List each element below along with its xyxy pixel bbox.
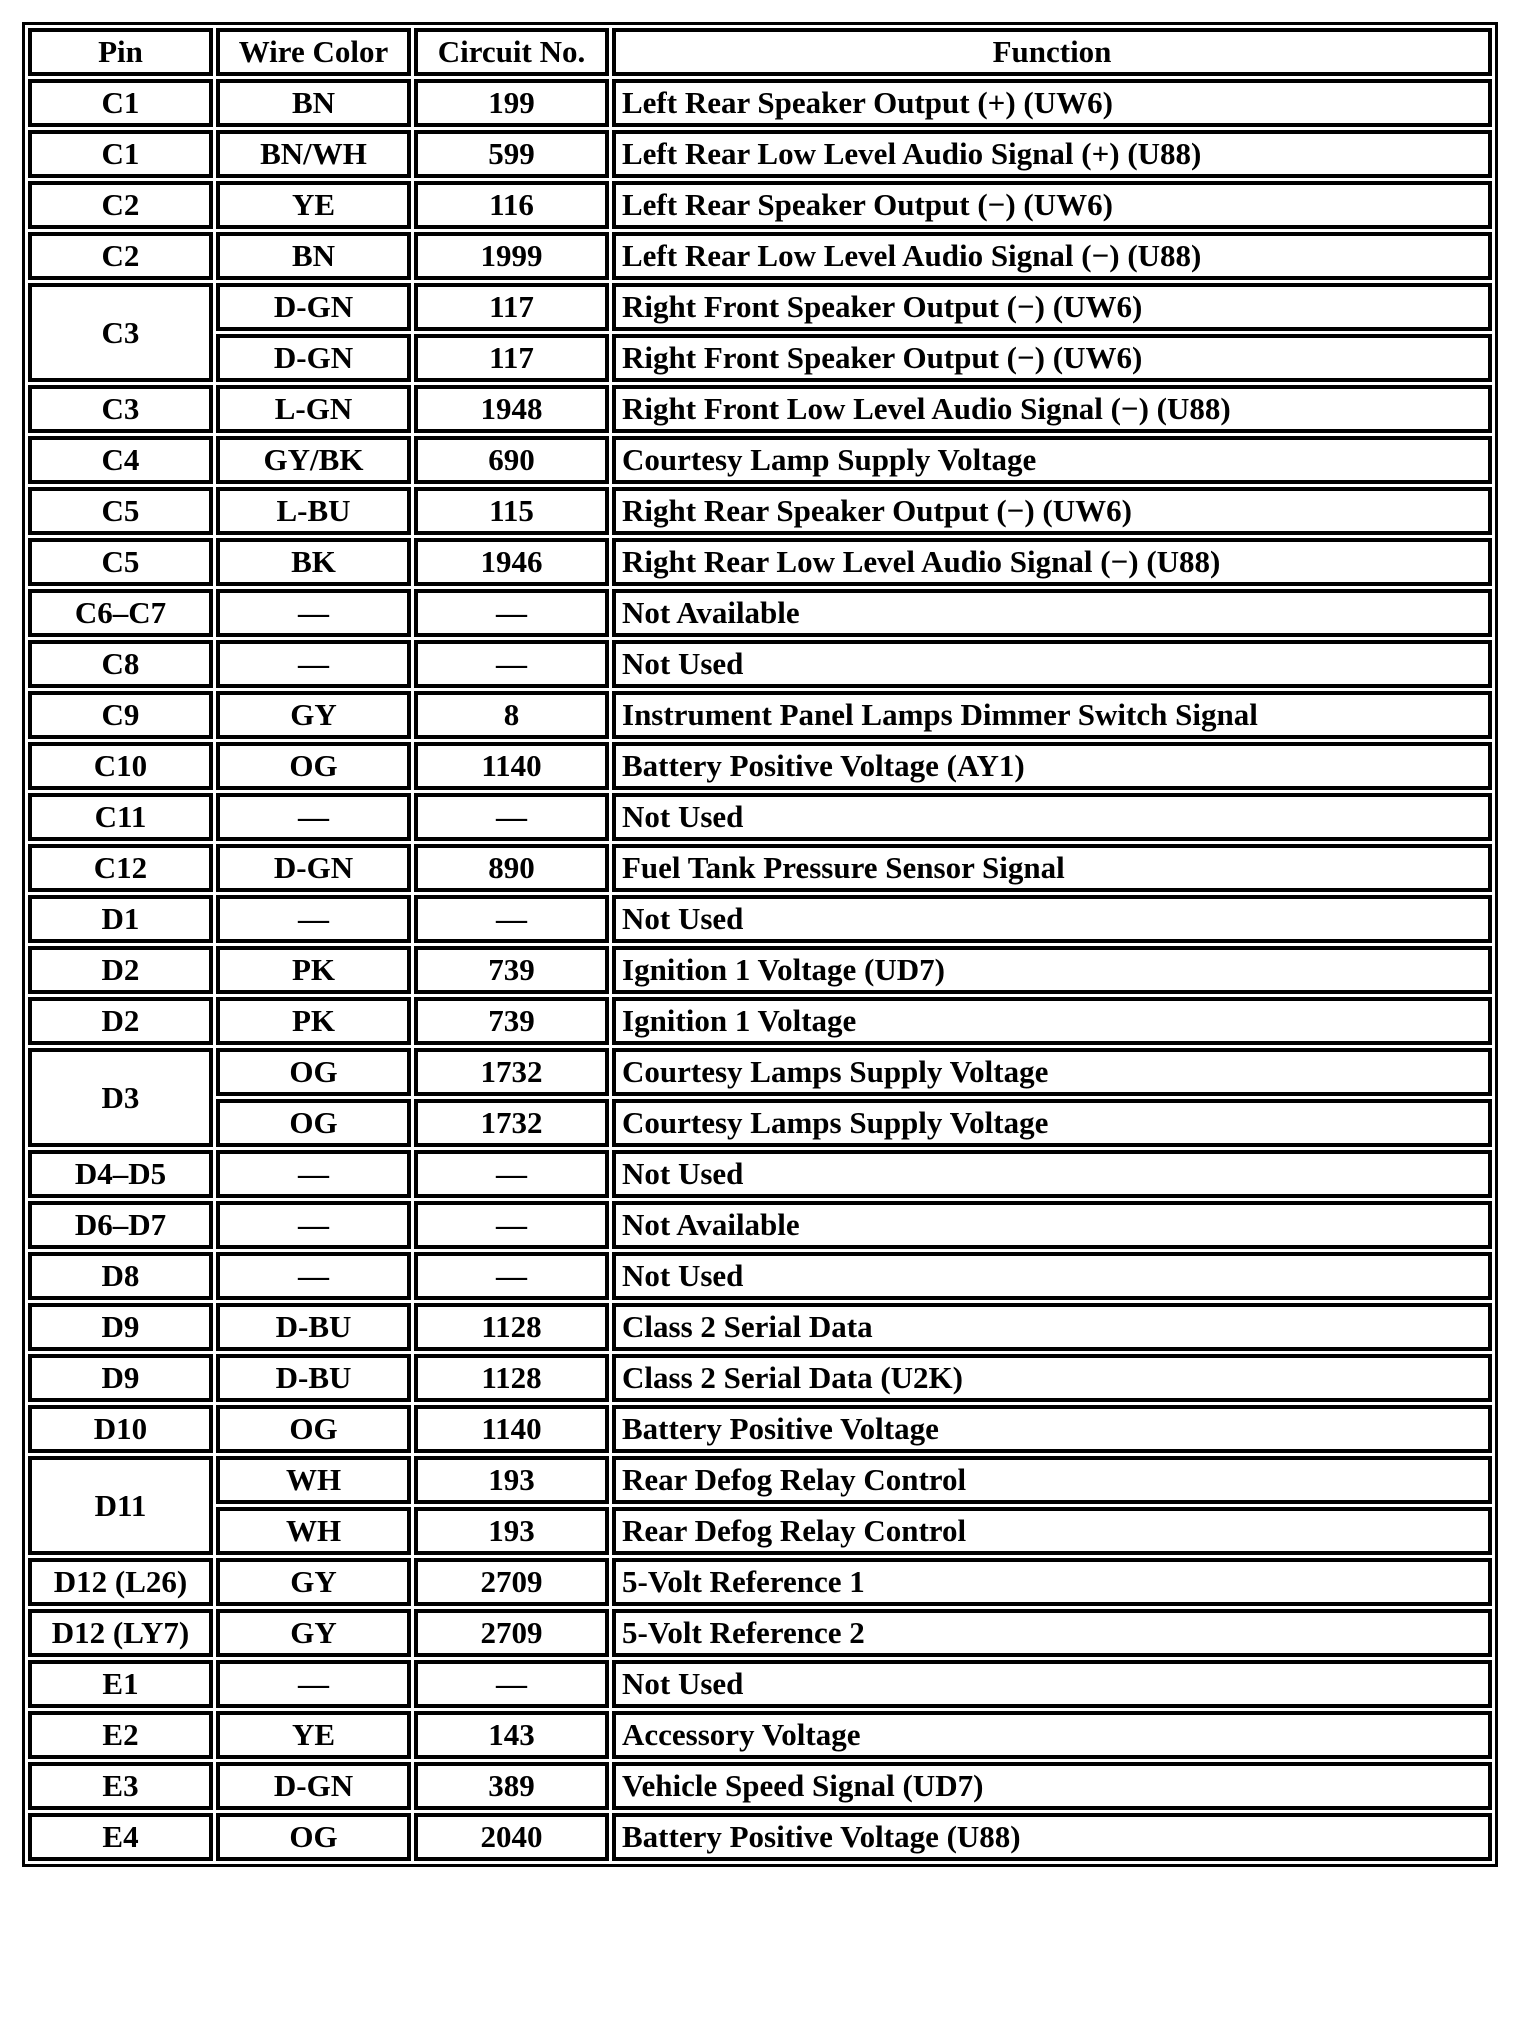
pin-cell: E2 bbox=[28, 1711, 213, 1759]
header-circuit: Circuit No. bbox=[414, 28, 609, 76]
wire-color-cell: GY bbox=[216, 691, 411, 739]
circuit-cell: 143 bbox=[414, 1711, 609, 1759]
circuit-cell: 1948 bbox=[414, 385, 609, 433]
function-cell: Left Rear Speaker Output (−) (UW6) bbox=[612, 181, 1492, 229]
table-row bbox=[28, 1354, 1492, 1402]
table-row bbox=[28, 895, 1492, 943]
pin-cell: D6–D7 bbox=[28, 1201, 213, 1249]
pin-cell: E4 bbox=[28, 1813, 213, 1861]
function-cell: Vehicle Speed Signal (UD7) bbox=[612, 1762, 1492, 1810]
circuit-cell: 117 bbox=[414, 283, 609, 331]
function-cell: Rear Defog Relay Control bbox=[612, 1507, 1492, 1555]
table-row bbox=[28, 1405, 1492, 1453]
pin-cell: C2 bbox=[28, 232, 213, 280]
wire-color-cell: PK bbox=[216, 997, 411, 1045]
function-cell: Right Rear Low Level Audio Signal (−) (U88) bbox=[612, 538, 1492, 586]
circuit-cell: 739 bbox=[414, 946, 609, 994]
function-cell: Right Front Speaker Output (−) (UW6) bbox=[612, 334, 1492, 382]
pin-cell: C1 bbox=[28, 130, 213, 178]
circuit-cell: — bbox=[414, 895, 609, 943]
circuit-cell: 2040 bbox=[414, 1813, 609, 1861]
pin-cell: C4 bbox=[28, 436, 213, 484]
header-function: Function bbox=[612, 28, 1492, 76]
function-cell: Right Front Speaker Output (−) (UW6) bbox=[612, 283, 1492, 331]
table-row bbox=[28, 691, 1492, 739]
circuit-cell: — bbox=[414, 640, 609, 688]
wire-color-cell: PK bbox=[216, 946, 411, 994]
circuit-cell: 199 bbox=[414, 79, 609, 127]
pin-cell: D4–D5 bbox=[28, 1150, 213, 1198]
function-cell: Ignition 1 Voltage (UD7) bbox=[612, 946, 1492, 994]
function-cell: Not Used bbox=[612, 640, 1492, 688]
table-row bbox=[28, 589, 1492, 637]
wire-color-cell: — bbox=[216, 1660, 411, 1708]
wire-color-cell: OG bbox=[216, 1813, 411, 1861]
table-row bbox=[28, 436, 1492, 484]
circuit-cell: 389 bbox=[414, 1762, 609, 1810]
pin-cell: C6–C7 bbox=[28, 589, 213, 637]
pin-cell: D12 (LY7) bbox=[28, 1609, 213, 1657]
pin-cell: D12 (L26) bbox=[28, 1558, 213, 1606]
table-row bbox=[28, 1762, 1492, 1810]
pin-cell: C9 bbox=[28, 691, 213, 739]
table-row bbox=[28, 844, 1492, 892]
table-row bbox=[28, 1456, 1492, 1504]
wire-color-cell: WH bbox=[216, 1456, 411, 1504]
wire-color-cell: L-GN bbox=[216, 385, 411, 433]
circuit-cell: 115 bbox=[414, 487, 609, 535]
table-row bbox=[28, 946, 1492, 994]
wire-color-cell: BN bbox=[216, 79, 411, 127]
circuit-cell: 1128 bbox=[414, 1303, 609, 1351]
table-row bbox=[28, 1711, 1492, 1759]
wire-color-cell: BK bbox=[216, 538, 411, 586]
table-row bbox=[28, 1099, 1492, 1147]
function-cell: Not Available bbox=[612, 589, 1492, 637]
function-cell: Courtesy Lamp Supply Voltage bbox=[612, 436, 1492, 484]
circuit-cell: — bbox=[414, 1660, 609, 1708]
wire-color-cell: BN bbox=[216, 232, 411, 280]
function-cell: Left Rear Speaker Output (+) (UW6) bbox=[612, 79, 1492, 127]
wire-color-cell: D-BU bbox=[216, 1303, 411, 1351]
function-cell: Battery Positive Voltage (U88) bbox=[612, 1813, 1492, 1861]
pin-cell: D9 bbox=[28, 1303, 213, 1351]
pin-cell: D2 bbox=[28, 997, 213, 1045]
table-row bbox=[28, 1609, 1492, 1657]
table-row bbox=[28, 793, 1492, 841]
function-cell: Right Front Low Level Audio Signal (−) (U88) bbox=[612, 385, 1492, 433]
circuit-cell: — bbox=[414, 793, 609, 841]
table-row bbox=[28, 1048, 1492, 1096]
wire-color-cell: YE bbox=[216, 181, 411, 229]
table-row bbox=[28, 1558, 1492, 1606]
table-row bbox=[28, 334, 1492, 382]
function-cell: Not Used bbox=[612, 793, 1492, 841]
pin-cell: C8 bbox=[28, 640, 213, 688]
wire-color-cell: D-GN bbox=[216, 283, 411, 331]
function-cell: Class 2 Serial Data bbox=[612, 1303, 1492, 1351]
pinout-table bbox=[22, 22, 1498, 1867]
wire-color-cell: — bbox=[216, 793, 411, 841]
function-cell: Rear Defog Relay Control bbox=[612, 1456, 1492, 1504]
function-cell: Courtesy Lamps Supply Voltage bbox=[612, 1099, 1492, 1147]
table-row bbox=[28, 742, 1492, 790]
wire-color-cell: — bbox=[216, 1150, 411, 1198]
pin-cell: D2 bbox=[28, 946, 213, 994]
circuit-cell: 1732 bbox=[414, 1048, 609, 1096]
function-cell: Ignition 1 Voltage bbox=[612, 997, 1492, 1045]
circuit-cell: 2709 bbox=[414, 1558, 609, 1606]
function-cell: Not Used bbox=[612, 1252, 1492, 1300]
wire-color-cell: GY/BK bbox=[216, 436, 411, 484]
function-cell: Not Available bbox=[612, 1201, 1492, 1249]
function-cell: Left Rear Low Level Audio Signal (−) (U88) bbox=[612, 232, 1492, 280]
pin-cell: D8 bbox=[28, 1252, 213, 1300]
circuit-cell: — bbox=[414, 589, 609, 637]
circuit-cell: 1128 bbox=[414, 1354, 609, 1402]
circuit-cell: 1732 bbox=[414, 1099, 609, 1147]
table-row bbox=[28, 130, 1492, 178]
pin-cell: C11 bbox=[28, 793, 213, 841]
function-cell: Accessory Voltage bbox=[612, 1711, 1492, 1759]
wire-color-cell: GY bbox=[216, 1609, 411, 1657]
function-cell: Instrument Panel Lamps Dimmer Switch Signal bbox=[612, 691, 1492, 739]
table-row bbox=[28, 1303, 1492, 1351]
wire-color-cell: — bbox=[216, 1252, 411, 1300]
wire-color-cell: WH bbox=[216, 1507, 411, 1555]
pin-cell: D1 bbox=[28, 895, 213, 943]
table-row bbox=[28, 1813, 1492, 1861]
function-cell: Battery Positive Voltage (AY1) bbox=[612, 742, 1492, 790]
circuit-cell: 739 bbox=[414, 997, 609, 1045]
wire-color-cell: OG bbox=[216, 1048, 411, 1096]
pin-cell: C10 bbox=[28, 742, 213, 790]
table-row bbox=[28, 79, 1492, 127]
wire-color-cell: OG bbox=[216, 742, 411, 790]
header-wire-color: Wire Color bbox=[216, 28, 411, 76]
wire-color-cell: OG bbox=[216, 1405, 411, 1453]
table-row bbox=[28, 181, 1492, 229]
function-cell: Left Rear Low Level Audio Signal (+) (U88) bbox=[612, 130, 1492, 178]
table-row bbox=[28, 1252, 1492, 1300]
circuit-cell: 599 bbox=[414, 130, 609, 178]
table-row bbox=[28, 1150, 1492, 1198]
header-row bbox=[28, 28, 1492, 76]
circuit-cell: 1140 bbox=[414, 742, 609, 790]
header-pin: Pin bbox=[28, 28, 213, 76]
function-cell: Battery Positive Voltage bbox=[612, 1405, 1492, 1453]
table-row bbox=[28, 232, 1492, 280]
table-row bbox=[28, 538, 1492, 586]
circuit-cell: 193 bbox=[414, 1507, 609, 1555]
circuit-cell: 2709 bbox=[414, 1609, 609, 1657]
wire-color-cell: — bbox=[216, 640, 411, 688]
wire-color-cell: D-BU bbox=[216, 1354, 411, 1402]
function-cell: Right Rear Speaker Output (−) (UW6) bbox=[612, 487, 1492, 535]
wire-color-cell: OG bbox=[216, 1099, 411, 1147]
pin-cell: C12 bbox=[28, 844, 213, 892]
circuit-cell: — bbox=[414, 1150, 609, 1198]
wire-color-cell: YE bbox=[216, 1711, 411, 1759]
pin-cell: D10 bbox=[28, 1405, 213, 1453]
circuit-cell: 193 bbox=[414, 1456, 609, 1504]
pin-cell: D11 bbox=[28, 1456, 213, 1555]
pin-cell: C2 bbox=[28, 181, 213, 229]
table-row bbox=[28, 1507, 1492, 1555]
function-cell: 5-Volt Reference 2 bbox=[612, 1609, 1492, 1657]
table-row bbox=[28, 1201, 1492, 1249]
function-cell: Not Used bbox=[612, 1660, 1492, 1708]
table-row bbox=[28, 487, 1492, 535]
wire-color-cell: — bbox=[216, 895, 411, 943]
function-cell: Courtesy Lamps Supply Voltage bbox=[612, 1048, 1492, 1096]
circuit-cell: 1999 bbox=[414, 232, 609, 280]
circuit-cell: 690 bbox=[414, 436, 609, 484]
pin-cell: C3 bbox=[28, 385, 213, 433]
table-row bbox=[28, 640, 1492, 688]
pin-cell: C3 bbox=[28, 283, 213, 382]
function-cell: Fuel Tank Pressure Sensor Signal bbox=[612, 844, 1492, 892]
circuit-cell: 8 bbox=[414, 691, 609, 739]
function-cell: Not Used bbox=[612, 1150, 1492, 1198]
pin-cell: D9 bbox=[28, 1354, 213, 1402]
pin-cell: D3 bbox=[28, 1048, 213, 1147]
function-cell: Class 2 Serial Data (U2K) bbox=[612, 1354, 1492, 1402]
wire-color-cell: BN/WH bbox=[216, 130, 411, 178]
circuit-cell: — bbox=[414, 1201, 609, 1249]
circuit-cell: 1946 bbox=[414, 538, 609, 586]
pin-cell: C5 bbox=[28, 487, 213, 535]
wire-color-cell: L-BU bbox=[216, 487, 411, 535]
table-row bbox=[28, 385, 1492, 433]
pin-cell: E1 bbox=[28, 1660, 213, 1708]
table-row bbox=[28, 1660, 1492, 1708]
circuit-cell: 116 bbox=[414, 181, 609, 229]
pin-cell: E3 bbox=[28, 1762, 213, 1810]
circuit-cell: — bbox=[414, 1252, 609, 1300]
pin-cell: C5 bbox=[28, 538, 213, 586]
pin-cell: C1 bbox=[28, 79, 213, 127]
wire-color-cell: — bbox=[216, 589, 411, 637]
wire-color-cell: D-GN bbox=[216, 334, 411, 382]
table-row bbox=[28, 997, 1492, 1045]
table-row bbox=[28, 283, 1492, 331]
wire-color-cell: GY bbox=[216, 1558, 411, 1606]
circuit-cell: 1140 bbox=[414, 1405, 609, 1453]
wire-color-cell: D-GN bbox=[216, 844, 411, 892]
wire-color-cell: — bbox=[216, 1201, 411, 1249]
function-cell: Not Used bbox=[612, 895, 1492, 943]
circuit-cell: 890 bbox=[414, 844, 609, 892]
wire-color-cell: D-GN bbox=[216, 1762, 411, 1810]
circuit-cell: 117 bbox=[414, 334, 609, 382]
function-cell: 5-Volt Reference 1 bbox=[612, 1558, 1492, 1606]
